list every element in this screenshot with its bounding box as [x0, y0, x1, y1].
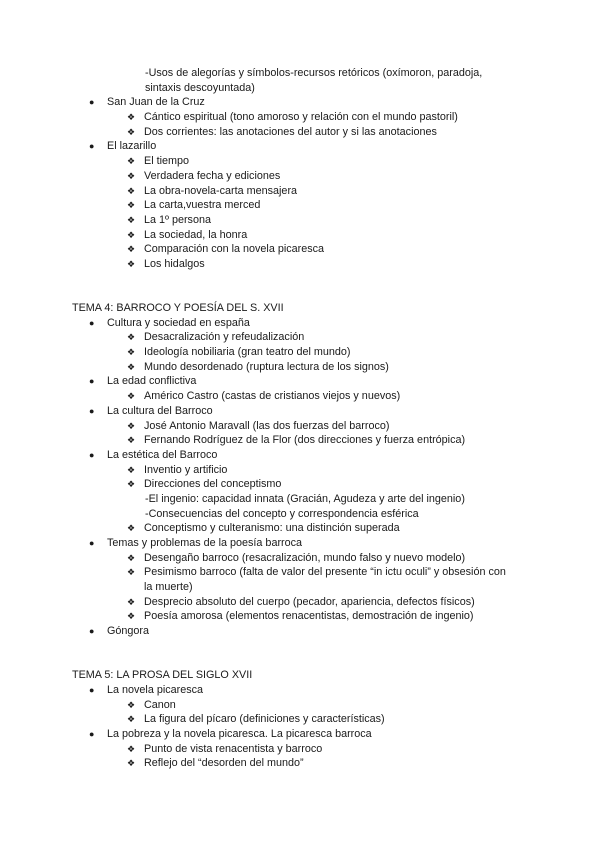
diamond-bullet-icon: ❖ — [127, 552, 136, 563]
sub-item — [0, 213, 600, 228]
sub-item-label: Mundo desordenado (ruptura lectura de los signos) — [144, 360, 389, 373]
sub-item-label: Punto de vista renacentista y barroco — [144, 742, 323, 755]
sub-item — [0, 742, 600, 757]
list-item — [0, 683, 600, 698]
sub-item-label: Los hidalgos — [144, 257, 205, 270]
bullet-icon: ● — [89, 405, 95, 416]
list-item — [0, 624, 600, 639]
sub-item-label: Cántico espiritual (tono amoroso y relación con el mundo pastoril) — [144, 111, 458, 124]
sub-item — [0, 698, 600, 713]
sub-item — [0, 345, 600, 360]
bullet-icon: ● — [89, 317, 95, 328]
sub-item — [0, 712, 600, 727]
diamond-bullet-icon: ❖ — [127, 714, 136, 725]
list-item — [0, 536, 600, 551]
sub-item-label: Ideología nobiliaria (gran teatro del mundo) — [144, 346, 351, 359]
sub-item-label: Verdadera fecha y ediciones — [144, 169, 281, 182]
sub-item — [0, 125, 600, 140]
sub-item-label: Desacralización y refeudalización — [144, 331, 305, 344]
sub-item — [0, 595, 600, 610]
diamond-bullet-icon: ❖ — [127, 112, 136, 123]
list-item — [0, 727, 600, 742]
diamond-bullet-icon: ❖ — [127, 523, 136, 534]
list-item — [0, 404, 600, 419]
bullet-icon: ● — [89, 449, 95, 460]
item-label: La edad conflictiva — [107, 375, 197, 388]
bullet-icon: ● — [89, 626, 95, 637]
diamond-bullet-icon: ❖ — [127, 170, 136, 181]
sub-item-label: El tiempo — [144, 155, 190, 168]
sub-item-label: Fernando Rodríguez de la Flor (dos direcciones y fuerza entrópica) — [144, 434, 466, 447]
sub-item-label: Américo Castro (castas de cristianos viejos y nuevos) — [144, 390, 401, 403]
diamond-bullet-icon: ❖ — [127, 391, 136, 402]
diamond-bullet-icon: ❖ — [127, 229, 136, 240]
sub-item-note: -El ingenio: capacidad innata (Gracián, Agudeza y arte del ingenio) — [145, 492, 465, 505]
sub-item-label: Inventio y artificio — [144, 463, 228, 476]
document-page — [0, 66, 600, 771]
diamond-bullet-icon: ❖ — [127, 214, 136, 225]
diamond-bullet-icon: ❖ — [127, 258, 136, 269]
sub-item-label: Comparación con la novela picaresca — [144, 243, 325, 256]
bullet-icon: ● — [89, 728, 95, 739]
sub-item-label: Desprecio absoluto del cuerpo (pecador, apariencia, defectos físicos) — [144, 595, 475, 608]
sub-item — [0, 360, 600, 375]
sub-item — [0, 463, 600, 478]
diamond-bullet-icon: ❖ — [127, 126, 136, 137]
diamond-bullet-icon: ❖ — [127, 244, 136, 255]
diamond-bullet-icon: ❖ — [127, 332, 136, 343]
sub-item — [0, 110, 600, 125]
sub-item-label: Poesía amorosa (elementos renacentistas, demostración de ingenio) — [144, 610, 474, 623]
sub-item — [0, 521, 600, 536]
sub-item-label: Reflejo del “desorden del mundo” — [144, 757, 304, 770]
section-heading: TEMA 5: LA PROSA DEL SIGLO XVII — [72, 669, 253, 682]
diamond-bullet-icon: ❖ — [127, 464, 136, 475]
sub-item — [0, 257, 600, 272]
spacer — [0, 272, 600, 287]
sub-item — [0, 228, 600, 243]
bullet-icon: ● — [89, 97, 95, 108]
diamond-bullet-icon: ❖ — [127, 743, 136, 754]
item-label: La estética del Barroco — [107, 448, 218, 461]
diamond-bullet-icon: ❖ — [127, 185, 136, 196]
diamond-bullet-icon: ❖ — [127, 435, 136, 446]
sub-item-note: -Consecuencias del concepto y correspondencia esférica — [145, 507, 419, 520]
item-label: La novela picaresca — [107, 683, 204, 696]
spacer — [0, 639, 600, 654]
sub-item-label: La sociedad, la honra — [144, 228, 248, 241]
bullet-icon: ● — [89, 684, 95, 695]
sub-item-label: Conceptismo y culteranismo: una distinción superada — [144, 522, 400, 535]
sub-item — [0, 184, 600, 199]
bullet-icon: ● — [89, 141, 95, 152]
sub-item — [0, 756, 600, 771]
item-label: San Juan de la Cruz — [107, 96, 205, 109]
sub-item — [0, 242, 600, 257]
sub-item — [0, 198, 600, 213]
sub-item — [0, 565, 600, 580]
diamond-bullet-icon: ❖ — [127, 699, 136, 710]
sub-item — [0, 169, 600, 184]
sub-item — [0, 609, 600, 624]
sub-item-label: Canon — [144, 698, 176, 711]
list-item — [0, 316, 600, 331]
sub-item-label: La carta,vuestra merced — [144, 199, 261, 212]
diamond-bullet-icon: ❖ — [127, 567, 136, 578]
bullet-icon: ● — [89, 376, 95, 387]
sub-item-continuation: la muerte) — [144, 581, 193, 594]
diamond-bullet-icon: ❖ — [127, 611, 136, 622]
sub-item-label: Direcciones del conceptismo — [144, 478, 282, 491]
list-item — [0, 139, 600, 154]
spacer — [0, 654, 600, 669]
diamond-bullet-icon: ❖ — [127, 347, 136, 358]
diamond-bullet-icon: ❖ — [127, 479, 136, 490]
continuation-line: sintaxis descoyuntada) — [145, 81, 255, 94]
item-label: El lazarillo — [107, 140, 157, 153]
sub-item-label: La 1º persona — [144, 213, 211, 226]
continuation-line: -Usos de alegorías y símbolos-recursos retóricos (oxímoron, paradoja, — [145, 67, 483, 79]
item-label: Temas y problemas de la poesía barroca — [107, 537, 303, 549]
diamond-bullet-icon: ❖ — [127, 200, 136, 211]
diamond-bullet-icon: ❖ — [127, 156, 136, 167]
sub-item — [0, 433, 600, 448]
sub-item — [0, 551, 600, 566]
sub-item-label: Dos corrientes: las anotaciones del autor y si las anotaciones — [144, 125, 437, 138]
diamond-bullet-icon: ❖ — [127, 361, 136, 372]
sub-item-label: José Antonio Maravall (las dos fuerzas del barroco) — [144, 419, 390, 432]
item-label: La cultura del Barroco — [107, 404, 213, 417]
sub-item-label: Desengaño barroco (resacralización, mundo falso y nuevo modelo) — [144, 551, 466, 564]
sub-item-label: La obra-novela-carta mensajera — [144, 184, 298, 197]
item-label: Góngora — [107, 625, 150, 638]
sub-item — [0, 389, 600, 404]
sub-item — [0, 477, 600, 492]
section-heading: TEMA 4: BARROCO Y POESÍA DEL S. XVII — [72, 302, 284, 314]
sub-item — [0, 154, 600, 169]
bullet-icon: ● — [89, 538, 95, 548]
sub-item-label: Pesimismo barroco (falta de valor del presente “in ictu oculi” y obsesión con — [144, 566, 506, 579]
list-item — [0, 374, 600, 389]
sub-item — [0, 330, 600, 345]
sub-item-label: La figura del pícaro (definiciones y características) — [144, 713, 385, 726]
sub-item — [0, 419, 600, 434]
spacer — [0, 286, 600, 301]
item-label: La pobreza y la novela picaresca. La picaresca barroca — [107, 727, 372, 740]
item-label: Cultura y sociedad en españa — [107, 316, 250, 329]
diamond-bullet-icon: ❖ — [127, 758, 136, 769]
list-item — [0, 448, 600, 463]
list-item — [0, 95, 600, 110]
diamond-bullet-icon: ❖ — [127, 596, 136, 607]
diamond-bullet-icon: ❖ — [127, 420, 136, 431]
